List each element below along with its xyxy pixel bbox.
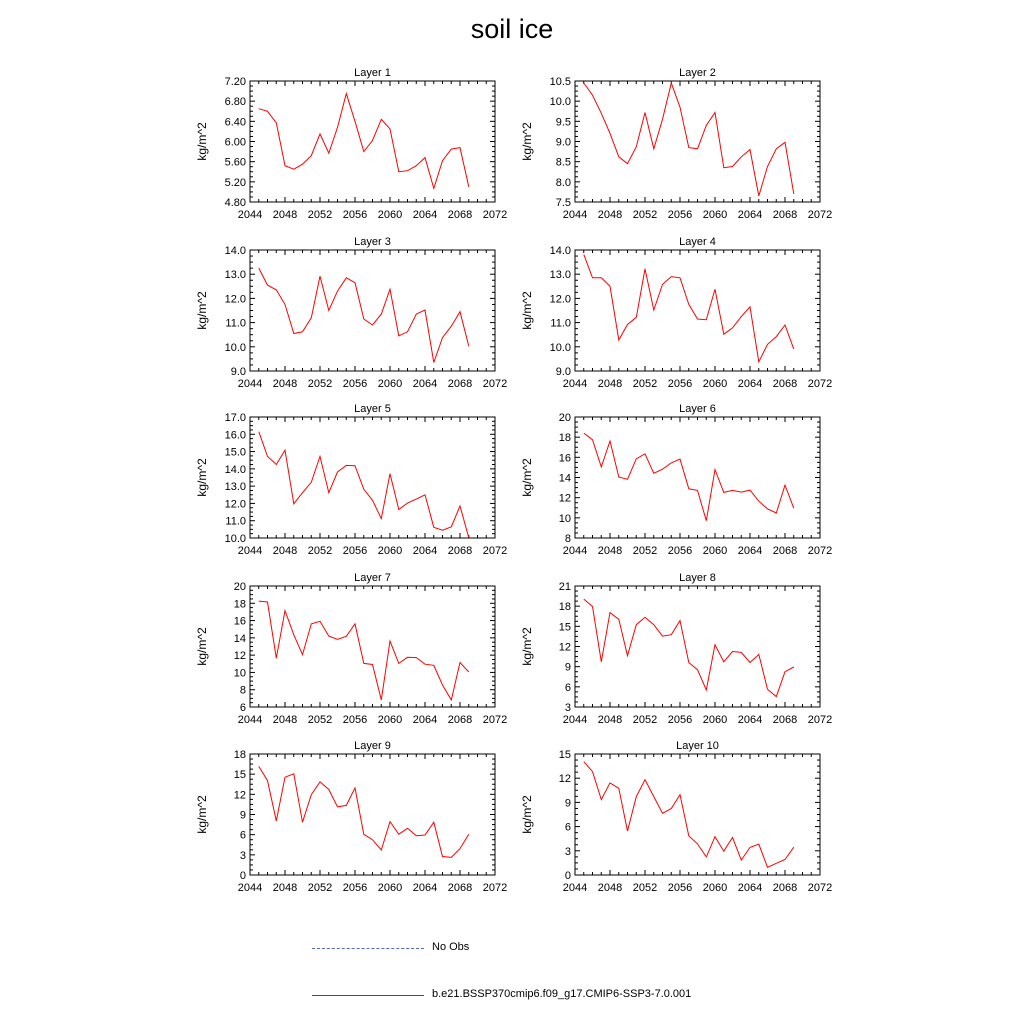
x-tick-label: 2052: [632, 209, 658, 221]
y-tick-label: 12: [233, 650, 246, 663]
series-line: [259, 601, 469, 700]
y-tick-label: 15: [558, 621, 571, 634]
x-tick-label: 2060: [702, 209, 728, 221]
x-tick-label: 2044: [562, 882, 588, 894]
y-tick-label: 9: [239, 809, 246, 822]
x-tick-label: 2048: [272, 714, 298, 726]
plot-frame: [575, 250, 820, 371]
x-tick-label: 2072: [482, 378, 508, 390]
chart-panel-10: [520, 740, 832, 894]
series-line: [259, 766, 469, 857]
x-tick-label: 2044: [562, 209, 588, 221]
y-tick-label: 8: [564, 533, 571, 545]
y-tick-label: 18: [558, 432, 571, 445]
y-tick-label: 14.0: [224, 245, 246, 257]
x-tick-label: 2064: [737, 882, 763, 894]
chart-panel-7: [195, 572, 507, 726]
x-tick-label: 2052: [307, 209, 333, 221]
x-tick-label: 2048: [597, 714, 623, 726]
x-tick-label: 2068: [447, 545, 473, 557]
y-tick-label: 9.5: [555, 116, 571, 129]
chart-panel-6: [520, 403, 832, 557]
x-tick-label: 2064: [737, 545, 763, 557]
y-tick-label: 12.0: [224, 293, 246, 306]
x-tick-label: 2072: [482, 882, 508, 894]
x-tick-label: 2068: [447, 209, 473, 221]
x-tick-label: 2056: [667, 209, 693, 221]
plot-frame: [250, 754, 495, 875]
y-tick-label: 6: [239, 702, 246, 714]
x-tick-label: 2068: [772, 209, 798, 221]
y-tick-label: 12: [558, 773, 571, 786]
x-tick-label: 2056: [667, 378, 693, 390]
y-tick-label: 18: [558, 601, 571, 614]
panel-title: Layer 1: [354, 67, 391, 79]
x-tick-label: 2072: [482, 714, 508, 726]
x-tick-label: 2056: [667, 882, 693, 894]
y-axis-label: kg/m^2: [520, 291, 534, 330]
y-tick-label: 16: [558, 452, 571, 465]
x-tick-label: 2052: [632, 714, 658, 726]
x-tick-label: 2048: [597, 209, 623, 221]
legend-solid-line: [312, 995, 424, 996]
y-tick-label: 11.0: [225, 317, 246, 330]
x-tick-label: 2044: [237, 545, 263, 557]
y-tick-label: 6.80: [224, 96, 246, 109]
panel-title: Layer 7: [354, 572, 391, 584]
y-tick-label: 10: [233, 667, 246, 680]
y-tick-label: 10.5: [549, 76, 571, 88]
y-axis-label: kg/m^2: [195, 627, 209, 666]
legend-label-model: b.e21.BSSP370cmip6.f09_g17.CMIP6-SSP3-7.0.001: [432, 988, 692, 1000]
y-tick-label: 18: [233, 598, 246, 611]
x-tick-label: 2048: [272, 209, 298, 221]
x-tick-label: 2060: [702, 714, 728, 726]
chart-panel-2: [520, 67, 832, 221]
x-tick-label: 2072: [482, 545, 508, 557]
x-tick-label: 2048: [272, 378, 298, 390]
y-tick-label: 9.0: [555, 136, 571, 149]
x-tick-label: 2072: [807, 545, 833, 557]
x-tick-label: 2056: [342, 545, 368, 557]
x-tick-label: 2056: [342, 882, 368, 894]
chart-panel-9: [195, 740, 507, 894]
y-tick-label: 8: [239, 684, 246, 697]
y-tick-label: 14.0: [549, 245, 571, 257]
series-line: [584, 433, 794, 521]
x-tick-label: 2044: [237, 714, 263, 726]
y-tick-label: 8.5: [555, 156, 571, 169]
x-tick-label: 2052: [307, 714, 333, 726]
y-axis-label: kg/m^2: [520, 122, 534, 161]
x-tick-label: 2052: [632, 882, 658, 894]
x-tick-label: 2056: [342, 378, 368, 390]
y-tick-label: 5.60: [224, 156, 246, 169]
y-tick-label: 0: [564, 870, 571, 882]
y-tick-label: 10.0: [549, 96, 571, 109]
y-tick-label: 12.0: [224, 498, 246, 511]
panel-title: Layer 9: [354, 740, 391, 752]
x-tick-label: 2044: [562, 714, 588, 726]
x-tick-label: 2056: [667, 545, 693, 557]
x-tick-label: 2056: [342, 714, 368, 726]
x-tick-label: 2068: [447, 882, 473, 894]
y-tick-label: 6.40: [224, 116, 246, 129]
y-tick-label: 12: [233, 789, 246, 802]
y-tick-label: 9.0: [555, 366, 571, 378]
y-axis-label: kg/m^2: [195, 291, 209, 330]
y-tick-label: 12: [558, 492, 571, 505]
plot-frame: [575, 586, 820, 707]
x-tick-label: 2068: [772, 714, 798, 726]
panel-title: Layer 4: [679, 236, 716, 248]
y-axis-label: kg/m^2: [195, 122, 209, 161]
series-line: [259, 94, 469, 189]
x-tick-label: 2060: [377, 882, 403, 894]
x-tick-label: 2072: [807, 209, 833, 221]
x-tick-label: 2052: [632, 378, 658, 390]
x-tick-label: 2068: [772, 882, 798, 894]
x-tick-label: 2044: [237, 209, 263, 221]
x-tick-label: 2060: [702, 882, 728, 894]
x-tick-label: 2052: [307, 378, 333, 390]
y-tick-label: 6: [564, 681, 571, 694]
y-tick-label: 10.0: [549, 341, 571, 354]
y-tick-label: 12.0: [549, 293, 571, 306]
x-tick-label: 2060: [702, 378, 728, 390]
plot-frame: [575, 417, 820, 538]
y-tick-label: 17.0: [224, 412, 246, 424]
x-tick-label: 2048: [597, 378, 623, 390]
y-tick-label: 20: [558, 412, 571, 424]
y-tick-label: 13.0: [224, 269, 246, 282]
y-tick-label: 6.00: [224, 136, 246, 149]
y-tick-label: 9: [564, 661, 571, 674]
y-tick-label: 10.0: [224, 341, 246, 354]
y-tick-label: 6: [564, 821, 571, 834]
x-tick-label: 2052: [307, 545, 333, 557]
series-line: [584, 254, 794, 361]
y-tick-label: 15: [233, 769, 246, 782]
y-tick-label: 9.0: [230, 366, 246, 378]
chart-panel-5: [195, 403, 507, 557]
y-axis-label: kg/m^2: [195, 795, 209, 834]
y-tick-label: 13.0: [224, 481, 246, 494]
y-tick-label: 5.20: [224, 176, 246, 189]
y-axis-label: kg/m^2: [520, 458, 534, 497]
x-tick-label: 2048: [272, 882, 298, 894]
y-tick-label: 14.0: [224, 463, 246, 476]
x-tick-label: 2060: [377, 378, 403, 390]
x-tick-label: 2064: [737, 714, 763, 726]
y-axis-label: kg/m^2: [520, 795, 534, 834]
y-tick-label: 15: [558, 749, 571, 761]
y-tick-label: 3: [564, 845, 571, 858]
x-tick-label: 2064: [737, 209, 763, 221]
x-tick-label: 2068: [447, 714, 473, 726]
chart-panel-3: [195, 236, 507, 390]
x-tick-label: 2072: [807, 714, 833, 726]
x-tick-label: 2056: [342, 209, 368, 221]
y-tick-label: 14: [558, 472, 571, 485]
y-tick-label: 11.0: [225, 515, 246, 528]
x-tick-label: 2060: [702, 545, 728, 557]
panel-title: Layer 5: [354, 403, 391, 415]
y-tick-label: 7.20: [224, 76, 246, 88]
series-line: [584, 83, 794, 196]
y-tick-label: 10: [558, 512, 571, 525]
x-tick-label: 2052: [307, 882, 333, 894]
x-tick-label: 2044: [237, 378, 263, 390]
x-tick-label: 2064: [412, 882, 438, 894]
y-tick-label: 9: [564, 797, 571, 810]
x-tick-label: 2072: [482, 209, 508, 221]
x-tick-label: 2056: [667, 714, 693, 726]
x-tick-label: 2044: [562, 545, 588, 557]
y-tick-label: 16: [233, 615, 246, 628]
x-tick-label: 2064: [737, 378, 763, 390]
panel-title: Layer 2: [679, 67, 716, 79]
y-axis-label: kg/m^2: [195, 458, 209, 497]
y-tick-label: 18: [233, 749, 246, 761]
x-tick-label: 2048: [597, 545, 623, 557]
plot-frame: [575, 81, 820, 202]
x-tick-label: 2072: [807, 378, 833, 390]
y-axis-label: kg/m^2: [520, 627, 534, 666]
x-tick-label: 2064: [412, 209, 438, 221]
y-tick-label: 15.0: [224, 446, 246, 459]
y-tick-label: 0: [239, 870, 246, 882]
y-tick-label: 10.0: [224, 533, 246, 545]
y-tick-label: 11.0: [550, 317, 571, 330]
panel-title: Layer 8: [679, 572, 716, 584]
panel-title: Layer 10: [676, 740, 719, 752]
panel-title: Layer 6: [679, 403, 716, 415]
y-tick-label: 3: [239, 849, 246, 862]
x-tick-label: 2060: [377, 545, 403, 557]
x-tick-label: 2052: [632, 545, 658, 557]
series-line: [259, 268, 469, 362]
legend-label-no-obs: No Obs: [432, 941, 470, 953]
y-tick-label: 6: [239, 829, 246, 842]
series-line: [584, 599, 794, 697]
x-tick-label: 2064: [412, 714, 438, 726]
y-tick-label: 3: [564, 702, 571, 714]
x-tick-label: 2044: [237, 882, 263, 894]
figure-title: soil ice: [470, 14, 554, 44]
x-tick-label: 2048: [597, 882, 623, 894]
plot-frame: [250, 81, 495, 202]
y-tick-label: 13.0: [549, 269, 571, 282]
y-tick-label: 4.80: [224, 197, 246, 209]
y-tick-label: 14: [233, 632, 246, 645]
chart-panel-8: [520, 572, 832, 726]
series-line: [584, 762, 794, 868]
plot-frame: [250, 417, 495, 538]
x-tick-label: 2044: [562, 378, 588, 390]
plot-frame: [250, 586, 495, 707]
y-tick-label: 12: [558, 641, 571, 654]
panel-title: Layer 3: [354, 236, 391, 248]
x-tick-label: 2060: [377, 714, 403, 726]
x-tick-label: 2048: [272, 545, 298, 557]
y-tick-label: 21: [558, 581, 571, 593]
x-tick-label: 2072: [807, 882, 833, 894]
y-tick-label: 16.0: [224, 429, 246, 442]
series-line: [259, 432, 469, 538]
x-tick-label: 2068: [447, 378, 473, 390]
chart-panel-1: [195, 67, 507, 221]
x-tick-label: 2064: [412, 545, 438, 557]
y-tick-label: 20: [233, 581, 246, 593]
x-tick-label: 2068: [772, 545, 798, 557]
y-tick-label: 8.0: [555, 176, 571, 189]
x-tick-label: 2068: [772, 378, 798, 390]
legend-dashed-line: [312, 948, 424, 949]
y-tick-label: 7.5: [555, 197, 571, 209]
x-tick-label: 2064: [412, 378, 438, 390]
chart-panel-4: [520, 236, 832, 390]
x-tick-label: 2060: [377, 209, 403, 221]
plot-frame: [575, 754, 820, 875]
